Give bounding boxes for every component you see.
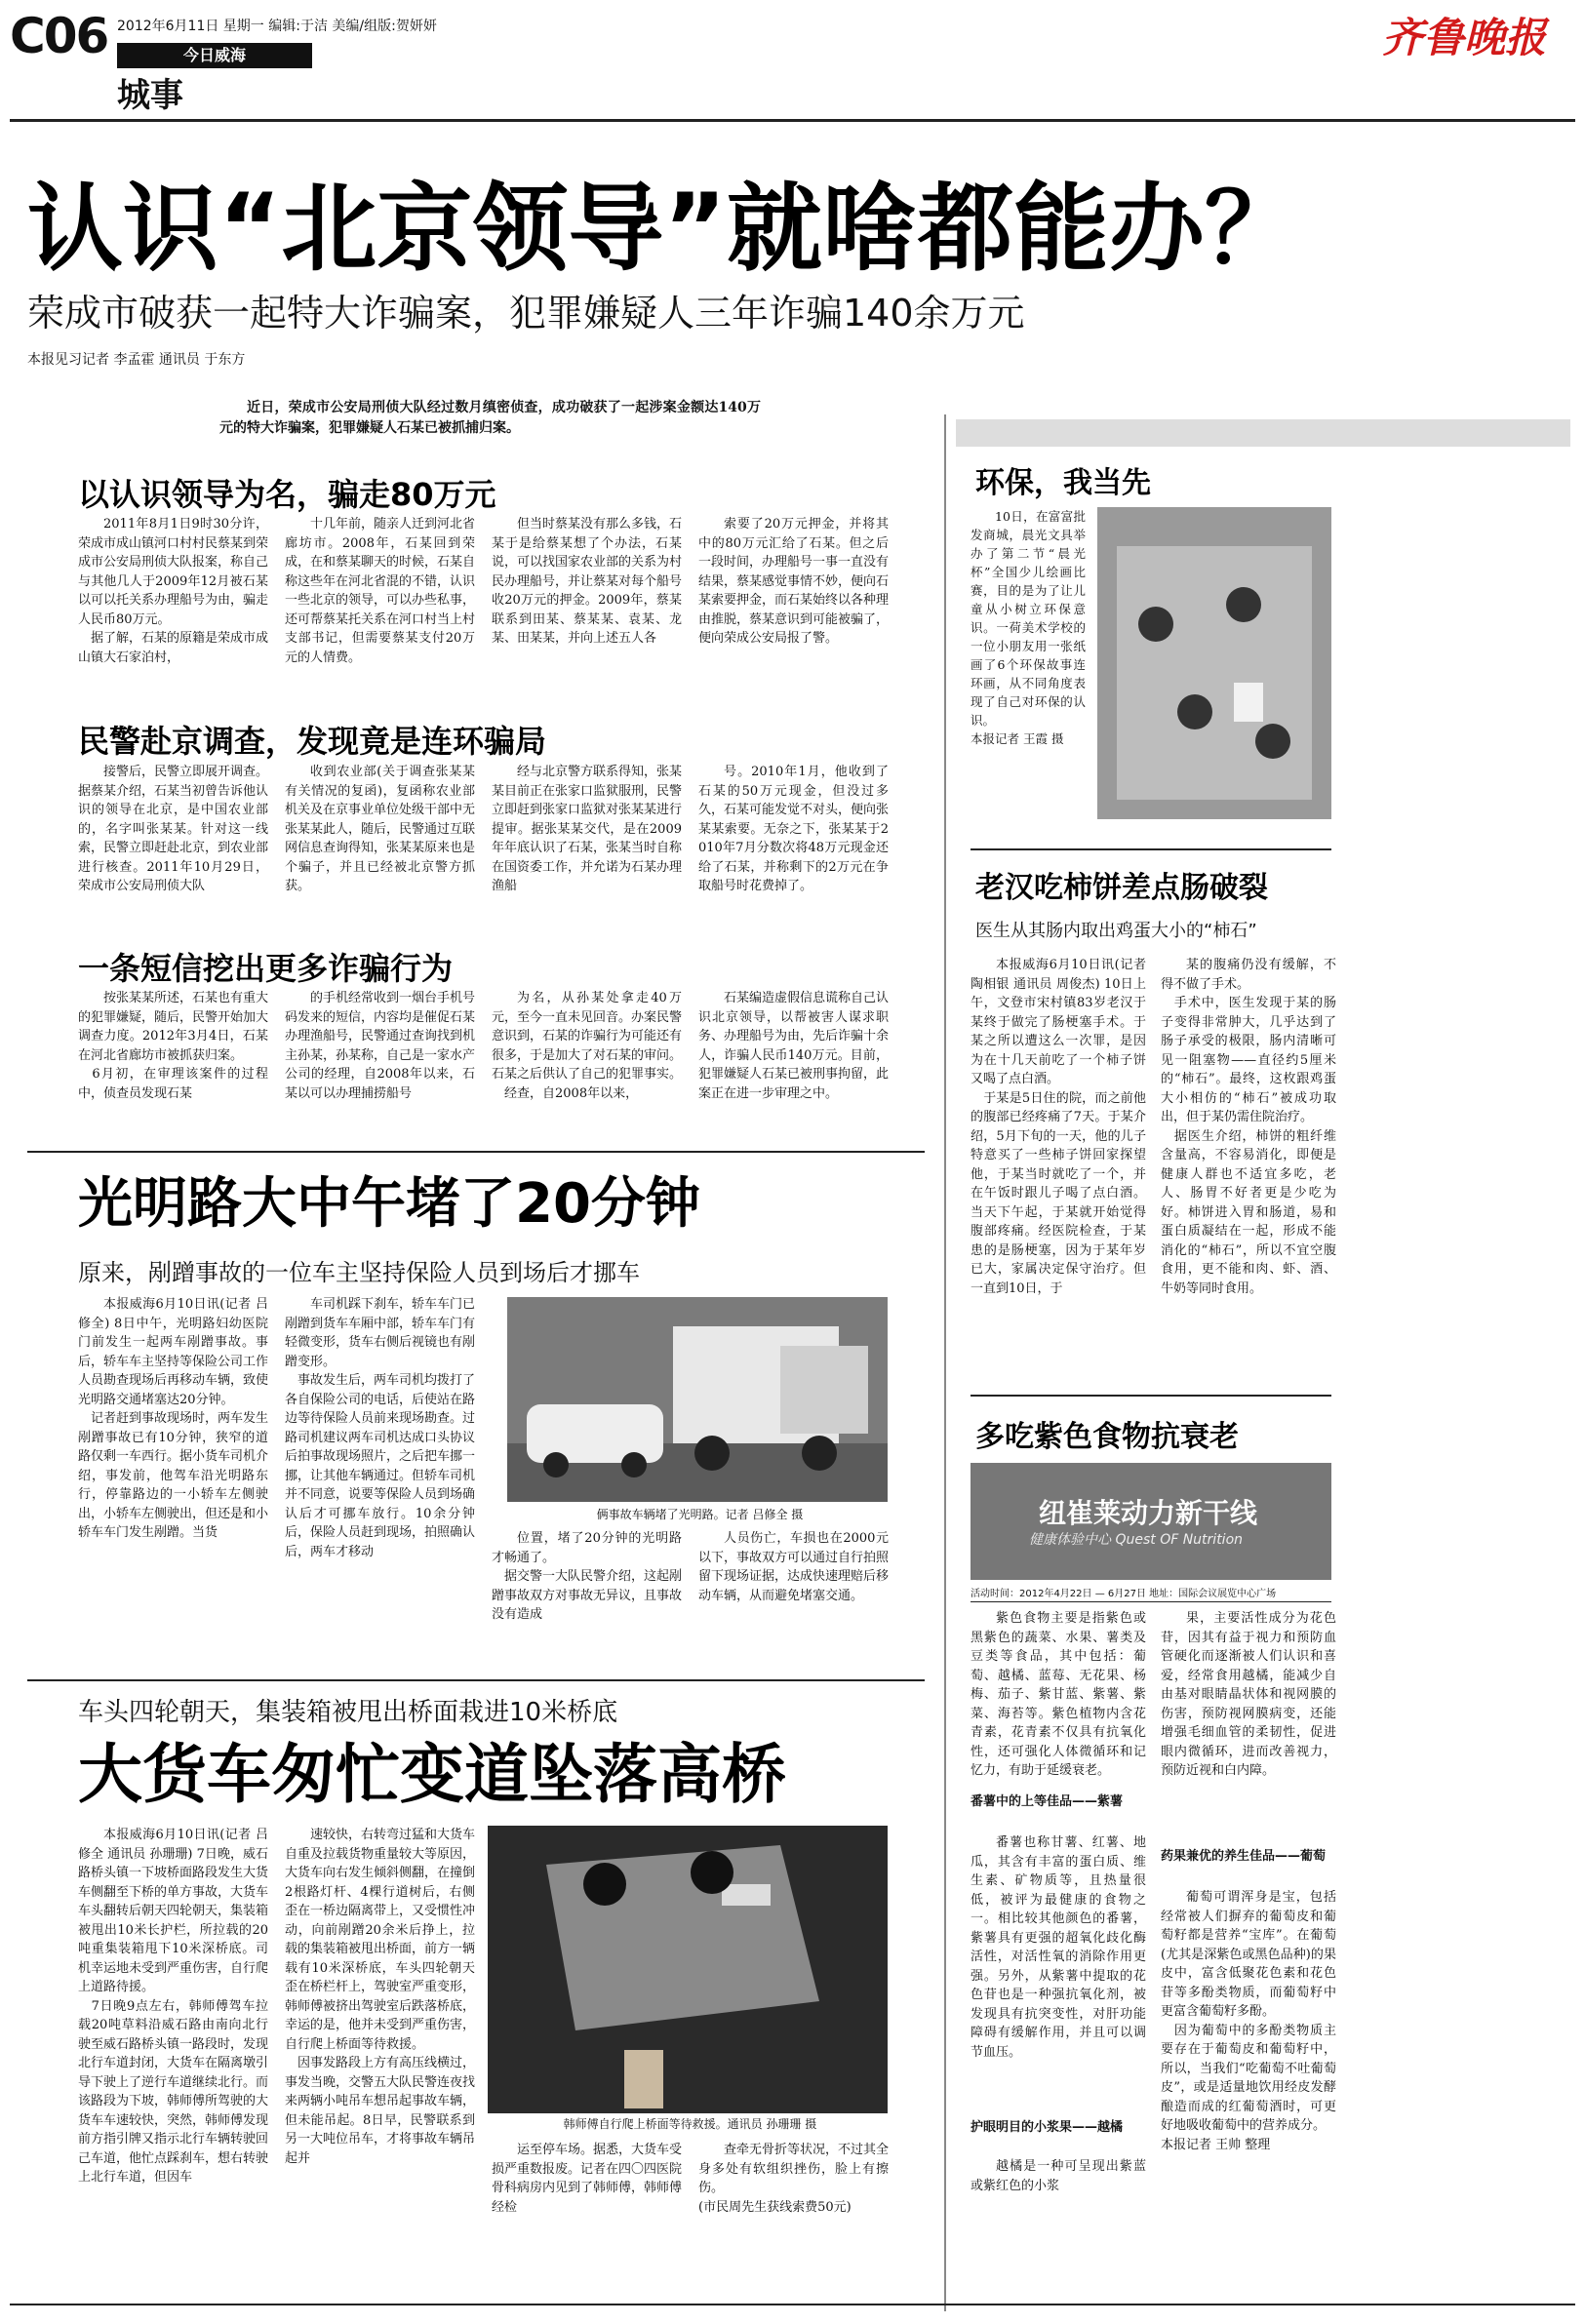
divider <box>971 848 1331 850</box>
truck-kicker: 车头四轮朝天，集装箱被甩出桥面栽进10米桥底 <box>78 1698 618 1727</box>
persimmon-subtitle: 医生从其肠内取出鸡蛋大小的“柿石” <box>975 921 1257 941</box>
banner-title: 纽崔莱动力新干线 <box>1039 1497 1258 1529</box>
banner-subtitle: 健康体验中心 Quest OF Nutrition <box>1029 1532 1244 1548</box>
lead-section-heading: 以认识领导为名，骗走80万元 <box>78 476 496 513</box>
traffic-title: 光明路大中午堵了20分钟 <box>78 1172 700 1236</box>
overturned-truck-icon <box>488 1826 888 2113</box>
lead-section-heading: 民警赴京调查，发现竟是连环骗局 <box>78 723 547 760</box>
divider <box>27 1679 925 1681</box>
traffic-col1: 本报威海6月10日讯(记者 吕修全) 8日中午，光明路妇幼医院门前发生一起两车剐蹭事故。事后，轿车车主坚持等保险公司工作人员勘查现场后再移动车辆，致使光明路交通堵塞达20分钟。 记者赶到事故现场时，两车发生剐蹭事故已有10分钟，狭窄的道路仅剩一车西行。据小货车司机介绍，事发前，他驾车沿光明路东行，停靠路边的一小轿车左侧驶出，小轿车左侧驶出，但还是和小轿车车门发生剐蹭。当货 <box>78 1297 269 1540</box>
sidebar-rule <box>944 414 946 2311</box>
truck-accident-photo <box>488 1826 888 2113</box>
truck-and-car-icon <box>507 1297 888 1502</box>
banner-dates: 活动时间：2012年4月22日 — 6月27日 地址：国际会议展览中心广场 <box>971 1589 1277 1599</box>
purple-subhead: 药果兼优的养生佳品——葡萄 <box>1161 1849 1327 1864</box>
page-number: C06 <box>10 8 108 64</box>
lead-s1-col3: 但当时蔡某没有那么多钱，石某于是给蔡某想了个办法，石某说，可以找国家农业部的关系为村民办理船号，并让蔡某对每个船号收20万元的押金。2009年，蔡某联系到田某、蔡某某、袁某、龙某、田某某，并向上述五人各 <box>492 517 683 646</box>
lead-s2-col2: 收到农业部(关于调查张某某有关情况的复函)，复函称农业部机关及在京事业单位处级干部中无张某某此人，随后，民警通过互联网信息查询得知，张某某原来也是个骗子，并且已经被北京警方抓获。 <box>285 765 476 893</box>
purple-subhead: 护眼明目的小浆果——越橘 <box>971 2120 1124 2135</box>
paper-logo: 齐鲁晚报 <box>1381 14 1546 61</box>
lead-s2-col4: 号。2010年1月，他收到了石某的50万元现金，但没过多久，石某可能发觉不对头，便向张某某索要。无奈之下，张某某于2010年7月分数次将48万元现金还给了石某，并称剩下的2万元在争取船号时花费掉了。 <box>698 765 890 893</box>
lead-s3-col4: 石某编造虚假信息谎称自己认识北京领导，以帮被害人谋求职务、办理船号为由，先后诈骗十余人，诈骗人民币140万元。目前，犯罪嫌疑人石某已被刑事拘留，此案正在进一步审理之中。 <box>698 991 890 1101</box>
lead-title: 认识“北京领导”就啥都能办？ <box>27 174 1300 285</box>
truck-title: 大货车匆忙变道坠落高桥 <box>78 1737 786 1812</box>
lead-s1-col1: 2011年8月1日9时30分许，荣成市成山镇河口村村民蔡某到荣成市公安局刑侦大队报案，称自己与其他几人于2009年12月被石某以可以托关系办理船号为由，骗走人民币80万元。 据了解，石某的原籍是荣成市成山镇大石家泊村， <box>78 517 269 665</box>
section-name: 城事 <box>117 76 183 115</box>
traffic-accident-photo <box>507 1297 888 1502</box>
divider <box>27 1151 925 1153</box>
purple-food-col1: 紫色食物主要是指紫色或黑紫色的蔬菜、水果、薯类及豆类等食品，其中包括：葡萄、越橘、蓝莓、无花果、杨梅、茄子、紫甘蓝、紫薯、紫菜、海苔等。紫色植物内含花青素，花青素不仅具有抗氧化性，还可强化人体微循环和记忆力，有助于延缓衰老。 <box>971 1611 1146 1778</box>
lead-subtitle: 荣成市破获一起特大诈骗案，犯罪嫌疑人三年诈骗140余万元 <box>27 292 1025 335</box>
traffic-col3: 位置，堵了20分钟的光明路才畅通了。 据交警一大队民警介绍，这起剐蹭事故双方对事故无异议，且事故没有造成 <box>492 1531 683 1622</box>
traffic-subtitle: 原来，剐蹭事故的一位车主坚持保险人员到场后才挪车 <box>78 1259 640 1286</box>
divider <box>971 1601 1331 1602</box>
truck-photo-caption: 韩师傅自行爬上桥面等待救援。通讯员 孙珊珊 摄 <box>563 2117 817 2131</box>
truck-col4: 查牵无骨折等状况，不过其全身多处有软组织挫伤，脸上有擦伤。 (市民周先生获线索费50元) <box>698 2143 890 2215</box>
lead-s2-col1: 接警后，民警立即展开调查。据蔡某介绍，石某当初曾告诉他认识的领导在北京，是中国农业部的，名字叫张某某。针对这一线索，民警立即赶赴北京，到农业部进行核查。2011年10月29日，荣成市公安局刑侦大队 <box>78 765 269 893</box>
purple-food-col2: 果，主要活性成分为花色苷，因其有益于视力和预防血管硬化而逐渐被人们认识和喜爱，经常食用越橘，能减少自由基对眼睛晶状体和视网膜的伤害，预防视网膜病变，还能增强毛细血管的柔韧性，促进眼内微循环，进而改善视力，预防近视和白内障。 <box>1161 1611 1336 1778</box>
lead-s1-col2: 十几年前，随亲人迁到河北省廊坊市。2008年，石某回到荣成，在和蔡某聊天的时候，石某自称这些年在河北省混的不错，认识一些北京的领导，可以办些私事，还可帮蔡某托关系在河口村当上村支部书记，但需要蔡某支付20万元的人情费。 <box>285 517 476 665</box>
purple-food-heading: 多吃紫色食物抗衰老 <box>975 1420 1239 1454</box>
traffic-photo-caption: 俩事故车辆堵了光明路。记者 吕修全 摄 <box>596 1508 804 1521</box>
purple-food-col2b: 葡萄可谓浑身是宝，包括经常被人们摒弃的葡萄皮和葡萄籽都是营养“宝库”。在葡萄(尤其是深紫色或黑色品种)的果皮中，富含低聚花色素和花色苷等多酚类物质，而葡萄籽中更富含葡萄籽多酚。 因为葡萄中的多酚类物质主要存在于葡萄皮和葡萄籽中，所以，当我们“吃葡萄不吐葡萄皮”，或是适量地饮用经皮发酵酿造而成的红葡萄酒时，可更好地吸收葡萄中的营养成分。 本报记者 王帅 整理 <box>1161 1890 1336 2152</box>
eco-heading: 环保，我当先 <box>975 466 1151 500</box>
lead-s1-col4: 索要了20万元押金，并将其中的80万元汇给了石某。但之后一段时间，办理船号一事一直没有结果，蔡某感觉事情不妙，便向石某索要押金，而石某始终以各种理由推脱，蔡某意识到可能被骗了，便向荣成公安局报了警。 <box>698 517 890 646</box>
purple-food-col1b: 番薯也称甘薯、红薯、地瓜，其含有丰富的蛋白质、维生素、矿物质等，且热量很低，被评为最健康的食物之一。相比较其他颜色的番薯，紫薯具有更强的超氧化歧化酶活性，对活性氧的消除作用更强。另外，从紫薯中提取的花色苷也是一种强抗氧化剂，被发现具有抗突变性，对肝功能障碍有缓解作用，并且可以调节血压。 <box>971 1835 1146 2060</box>
eco-caption: 10日，在富富批发商城，晨光文具举办了第二节“晨光杯”全国少儿绘画比赛，目的是为了让儿童从小树立环保意识。一荷美术学校的一位小朋友用一张纸画了6个环保故事连环画，从不同角度表现了自己对环保的认识。 本报记者 王霞 摄 <box>971 509 1086 746</box>
truck-col1: 本报威海6月10日讯(记者 吕修全 通讯员 孙珊珊) 7日晚，威石路桥头镇一下坡桥面路段发生大货车侧翻至下桥的单方事故，大货车车头翻转后朝天四轮朝天，集装箱被甩出10米长护栏，所拉载的20吨重集装箱甩下10米深桥底。司机幸运地未受到严重伤害，自行爬上道路待援。 7日晚9点左右，韩师傅驾车拉载20吨草料沿威石路由南向北行驶至威石路桥头镇一路段时，发现北行车道封闭，大货车在隔离墩引导下驶上了逆行车道继续北行。而该路段为下坡，韩师傅所驾驶的大货车车速较快，突然，韩师傅发现前方指引牌又指示北行车辆转驶回己车道，他忙点踩刹车，想右转驶上北行车道，但因车 <box>78 1828 269 2185</box>
persimmon-col1: 本报威海6月10日讯(记者 陶相银 通讯员 周俊杰) 10日上午，文登市宋村镇83岁老汉于某终于做完了肠梗塞手术。于某之所以遭这么一次罪，是因为在十几天前吃了一个柿子饼又喝了点白酒。 于某是5日住的院，而之前他的腹部已经疼痛了7天。于某介绍，5月下旬的一天，他的儿子特意买了一些柿子饼回家探望他，于某当时就吃了一个，并在午饭时跟儿子喝了点白酒。当天下午起，于某就开始觉得腹部疼痛。经医院检查，于某患的是肠梗塞，因为于某年岁已大，家属决定保守治疗。但一直到10日，于 <box>971 958 1146 1296</box>
traffic-col4: 人员伤亡，车损也在2000元以下，事故双方可以通过自行拍照留下现场证据，达成快速理赔后移动车辆，从而避免堵塞交通。 <box>698 1531 890 1603</box>
nutrition-banner <box>971 1463 1331 1580</box>
truck-col3: 运至停车场。据悉，大货车受损严重数报废。记者在四〇四医院骨科病房内见到了韩师傅，韩师傅经检 <box>492 2143 683 2215</box>
sidebar-header-band <box>956 419 1570 447</box>
bottom-rule <box>10 2304 1575 2305</box>
lead-intro: 近日，荣成市公安局刑侦大队经过数月缜密侦查，成功破获了一起涉案金额达140万元的特大诈骗案，犯罪嫌疑人石某已被抓捕归案。 <box>219 400 761 436</box>
traffic-col2: 车司机踩下刹车，轿车车门已剐蹭到货车车厢中部，轿车车门有轻微变形，货车右侧后视镜也有剐蹭变形。 事故发生后，两车司机均拨打了各自保险公司的电话，后使站在路边等待保险人员前来现场勘查。过路司机建议两车司机达成口头协议后拍事故现场照片，之后把车挪一挪，让其他车辆通过。但轿车司机并不同意，说要等保险人员到场确认后才可挪车放行。10余分钟后，保险人员赶到现场，拍照确认后，两车才移动 <box>285 1297 476 1559</box>
lead-s3-col2: 的手机经常收到一烟台手机号码发来的短信，内容均是催促石某办理渔船号，民警通过查询找到机主孙某，孙某称，自己是一家水产公司的经理，自2008年以来，石某以可以办理捕捞船号 <box>285 991 476 1101</box>
lead-s3-col3: 为名，从孙某处拿走40万元，至今一直未见回音。办案民警意识到，石某的诈骗行为可能还有很多，于是加大了对石某的审问。石某之后供认了自己的犯罪事实。 经查，自2008年以来， <box>492 991 683 1101</box>
lead-byline: 本报见习记者 李孟霍 通讯员 于东方 <box>27 352 246 368</box>
issue-meta: 2012年6月11日 星期一 编辑:于洁 美编/组版:贺妍妍 <box>117 19 437 34</box>
children-drawing-icon <box>1097 507 1331 819</box>
lead-s2-col3: 经与北京警方联系得知，张某某目前正在张家口监狱服刑，民警立即赶到张家口监狱对张某某进行提审。据张某某交代，是在2009年年底认识了石某，张某当时自称在国资委工作，并允诺为石某办理渔船 <box>492 765 683 893</box>
purple-food-col1c: 越橘是一种可呈现出紫蓝或紫红色的小浆 <box>971 2159 1146 2193</box>
lead-section-heading: 一条短信挖出更多诈骗行为 <box>78 950 454 987</box>
persimmon-col2: 某的腹痛仍没有缓解，不得不做了手术。 手术中，医生发现于某的肠子变得非常肿大，几乎达到了肠子承受的极限，肠内清晰可见一阻塞物——直径约5厘米的“柿石”。最终，这枚跟鸡蛋大小相仿的“柿石”被成功取出，但于某仍需住院治疗。 据医生介绍，柿饼的粗纤维含量高，不容易消化，即便是健康人群也不适宜多吃，老人、肠胃不好者更是少吃为好。柿饼进入胃和肠道，易和蛋白质凝结在一起，形成不能消化的“柿石”，所以不宜空腹食用，更不能和肉、虾、酒、牛奶等同时食用。 <box>1161 958 1336 1296</box>
lead-s3-col1: 按张某某所述，石某也有重大的犯罪嫌疑，随后，民警开始加大调查力度。2012年3月4日，石某在河北省廊坊市被抓获归案。 6月初，在审理该案件的过程中，侦查员发现石某 <box>78 991 269 1101</box>
purple-subhead: 番薯中的上等佳品——紫薯 <box>971 1794 1124 1809</box>
persimmon-heading: 老汉吃柿饼差点肠破裂 <box>975 871 1268 905</box>
eco-children-photo <box>1097 507 1331 819</box>
divider <box>971 1395 1331 1397</box>
masthead-rule <box>10 119 1575 122</box>
section-tag: 今日威海 <box>117 43 312 68</box>
truck-col2: 速较快，右转弯过猛和大货车自重及拉载货物重量较大等原因，大货车向右发生倾斜侧翻，在撞倒2根路灯杆、4棵行道树后，右侧歪在一桥边隔离带上，又受惯性冲动，向前剐蹭20余米后挣上，拉载的集装箱被甩出桥面，前方一辆载有10米深桥底，车头四轮朝天歪在桥栏杆上，驾驶室严重变形，韩师傅被挤出驾驶室后跌落桥底，幸运的是，他并未受到严重伤害，自行爬上桥面等待救援。 因事发路段上方有高压线横过，事发当晚，交警五大队民警连夜找来两辆小吨吊车想吊起事故车辆，但未能吊起。8日早，民警联系到另一大吨位吊车，才将事故车辆吊起并 <box>285 1828 476 2166</box>
